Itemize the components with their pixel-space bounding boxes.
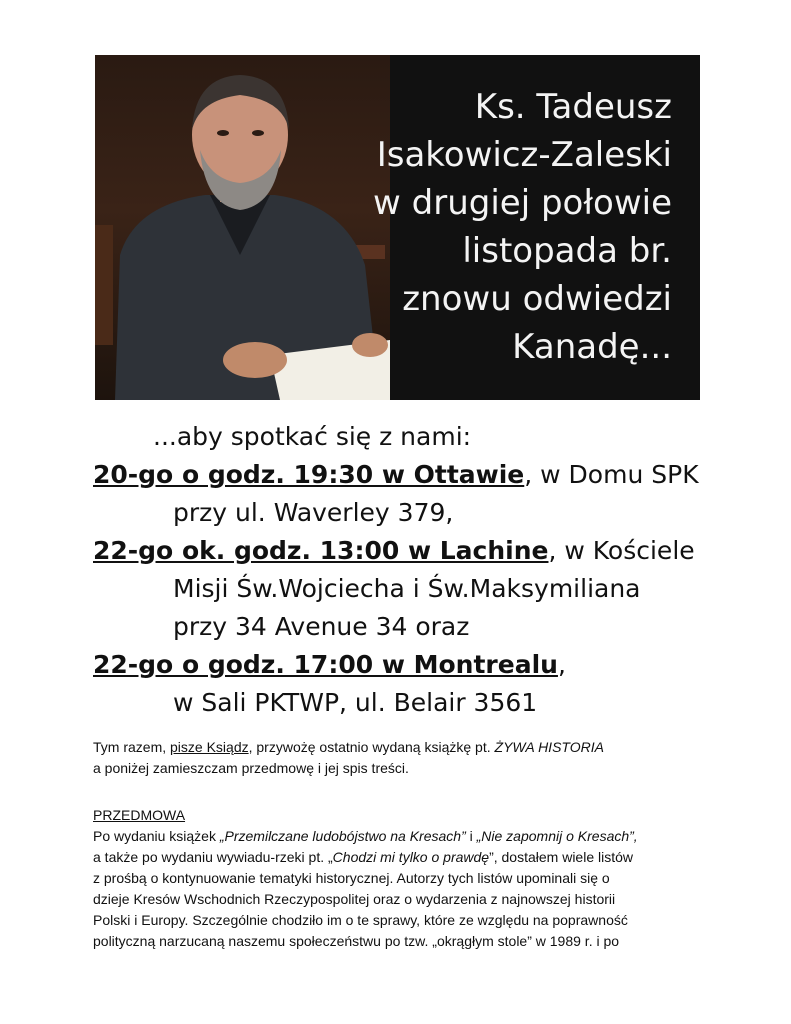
- event-montreal-address: w Sali PKTWP, ul. Belair 3561: [173, 688, 538, 717]
- event-lachine: [93, 532, 733, 570]
- events-intro: ...aby spotkać się z nami:: [153, 422, 472, 451]
- note-text: Tym razem,: [93, 739, 171, 755]
- banner-headline: [332, 83, 672, 371]
- headline-line: w drugiej połowie: [373, 183, 672, 223]
- preface-section: [93, 805, 713, 952]
- note-text: , przywożę ostatnio wydaną książkę pt.: [248, 739, 495, 755]
- note-line-1: [93, 737, 713, 758]
- preface-text: a także po wydaniu wywiadu-rzeki pt. „: [93, 849, 333, 865]
- event-montreal: [93, 646, 733, 684]
- event-montreal-comma: ,: [557, 650, 566, 679]
- headline-line: Kanadę...: [512, 327, 672, 367]
- event-ottawa-place: , w Domu SPK: [524, 460, 699, 489]
- headline-line: znowu odwiedzi: [402, 279, 672, 319]
- event-montreal-date: 22-go o godz. 17:00 w Montrealu: [93, 650, 558, 679]
- preface-text: i: [465, 828, 477, 844]
- preface-text: ”, dostałem wiele listów: [489, 849, 634, 865]
- preface-line: dzieje Kresów Wschodnich Rzeczypospolitej oraz o wydarzenia z najnowszej historii: [93, 891, 616, 907]
- note-paragraph: [93, 737, 713, 779]
- book-title: „Przemilczane ludobójstwo na Kresach”: [219, 828, 466, 844]
- event-ottawa: [93, 456, 733, 494]
- preface-line: [93, 826, 713, 847]
- preface-text: Po wydaniu książek: [93, 828, 220, 844]
- event-lachine-place: , w Kościele: [548, 536, 695, 565]
- book-title: „Nie zapomnij o Kresach”,: [476, 828, 638, 844]
- preface-line: [93, 847, 713, 868]
- event-lachine-date: 22-go ok. godz. 13:00 w Lachine: [93, 536, 549, 565]
- event-lachine-mission: Misji Św.Wojciecha i Św.Maksymiliana: [173, 574, 641, 603]
- event-ottawa-address: przy ul. Waverley 379,: [173, 498, 454, 527]
- preface-line: polityczną narzucaną naszemu społeczeństwu po tzw. „okrągłym stole” w 1989 r. i po: [93, 933, 620, 949]
- headline-line: Isakowicz-Zaleski: [376, 135, 672, 175]
- event-ottawa-date: 20-go o godz. 19:30 w Ottawie: [93, 460, 525, 489]
- book-title: Chodzi mi tylko o prawdę: [332, 849, 490, 865]
- event-lachine-address: przy 34 Avenue 34 oraz: [173, 612, 470, 641]
- note-author: pisze Ksiądz: [170, 739, 249, 755]
- preface-heading: PRZEDMOWA: [93, 807, 186, 823]
- preface-line: z prośbą o kontynuowanie tematyki historycznej. Autorzy tych listów upominali się o: [93, 870, 610, 886]
- header-banner: [95, 55, 700, 400]
- events-schedule: [93, 418, 733, 722]
- book-title: ŻYWA HISTORIA: [494, 739, 604, 755]
- note-line-2: a poniżej zamieszczam przedmowę i jej spis treści.: [93, 760, 409, 776]
- headline-line: Ks. Tadeusz: [474, 87, 672, 127]
- preface-line: Polski i Europy. Szczególnie chodziło im o te sprawy, które ze względu na poprawność: [93, 912, 628, 928]
- headline-line: listopada br.: [462, 231, 672, 271]
